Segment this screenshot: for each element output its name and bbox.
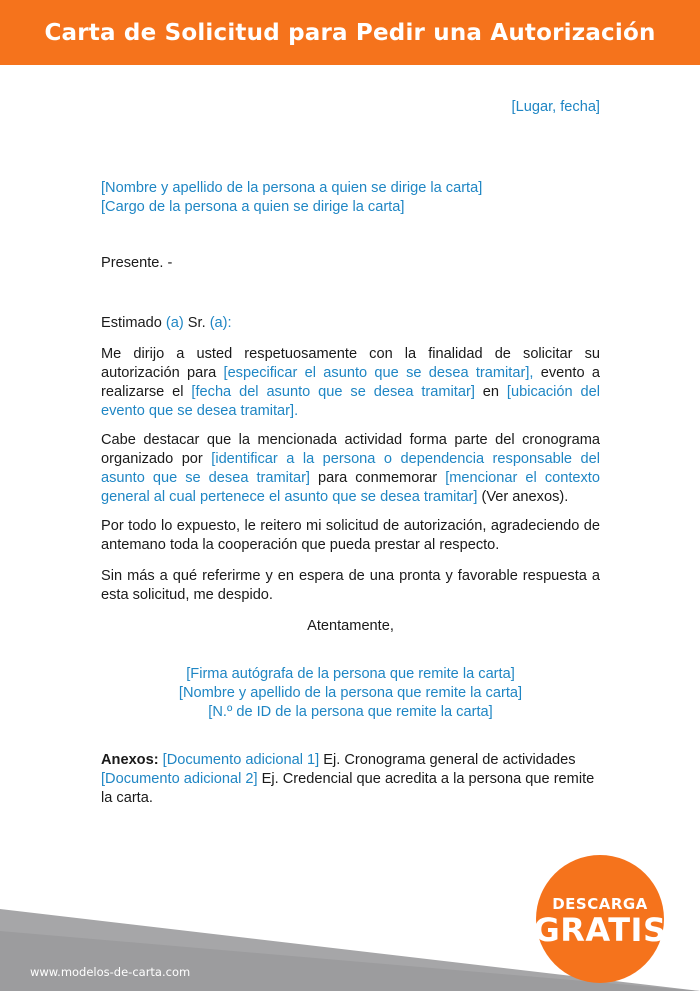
salutation-placeholder: (a) — [165, 315, 184, 331]
closing: Atentamente, — [307, 618, 394, 634]
placeholder-text: [fecha del asunto que se desea tramitar] — [191, 384, 475, 400]
paragraph-4: Sin más a qué referirme y en espera de una pronta y favorable respuesta a esta solicitud, me despido. — [101, 568, 600, 603]
page-title: Carta de Solicitud para Pedir una Autorización — [44, 19, 656, 46]
sender-id: [N.º de ID de la persona que remite la carta] — [208, 704, 493, 720]
salutation-placeholder: (a): — [209, 315, 232, 331]
paragraph-text: (Ver anexos). — [477, 489, 569, 505]
placeholder-text: [ubicación del evento que se desea tramitar]. — [101, 384, 601, 419]
annexes-colon: : — [153, 752, 163, 768]
placeholder-text: [especificar el asunto que se desea tramitar], — [223, 365, 534, 381]
recipient-block — [101, 179, 600, 217]
badge-bottom-text: GRATIS — [533, 911, 667, 949]
salutation — [101, 314, 600, 333]
website-link[interactable]: www.modelos-de-carta.com — [30, 965, 191, 979]
annex-doc-1-text: Ej. Cronograma general de actividades — [319, 752, 576, 768]
paragraph-text: Me dirijo a usted respetuosamente con la finalidad de solicitar su autorización para — [101, 346, 600, 381]
sender-name: [Nombre y apellido de la persona que remite la carta] — [178, 685, 523, 701]
signature-block — [101, 665, 600, 722]
paragraph-1 — [101, 345, 600, 421]
paragraph-text: Cabe destacar que la mencionada actividad forma parte del cronograma organizado por — [101, 432, 600, 467]
annexes-block — [101, 751, 600, 808]
annex-doc-1: [Documento adicional 1] — [162, 752, 320, 768]
annex-doc-2: [Documento adicional 2] — [101, 771, 258, 787]
annexes-label: Anexos — [101, 752, 154, 768]
paragraph-text: para conmemorar — [309, 470, 446, 486]
placeholder-text: [mencionar el contexto general al cual pertenece el asunto que se desea tramitar] — [101, 470, 600, 505]
badge-top-text: DESCARGA — [552, 895, 648, 913]
paragraph-text: en — [474, 384, 507, 400]
place-date: [Lugar, fecha] — [511, 99, 600, 115]
salutation-text: Sr. — [183, 315, 210, 331]
recipient-name: [Nombre y apellido de la persona a quien se dirige la carta] — [101, 180, 483, 196]
paragraph-3: Por todo lo expuesto, le reitero mi solicitud de autorización, agradeciendo de antemano toda la cooperación que pueda prestar al respecto. — [101, 518, 600, 553]
recipient-position: [Cargo de la persona a quien se dirige la carta] — [101, 199, 405, 215]
signature-line: [Firma autógrafa de la persona que remite la carta] — [186, 666, 515, 682]
presente-line: Presente. - — [101, 255, 173, 271]
page-header — [0, 0, 700, 65]
placeholder-text: [identificar a la persona o dependencia responsable del asunto que se desea tramitar] — [101, 451, 601, 486]
download-free-badge[interactable] — [533, 855, 667, 983]
paragraph-2 — [101, 431, 600, 507]
salutation-text: Estimado — [101, 315, 166, 331]
paragraph-text: evento a realizarse el — [101, 365, 600, 400]
annex-doc-2-text: Ej. Credencial que acredita a la persona que remite la carta. — [101, 771, 595, 806]
